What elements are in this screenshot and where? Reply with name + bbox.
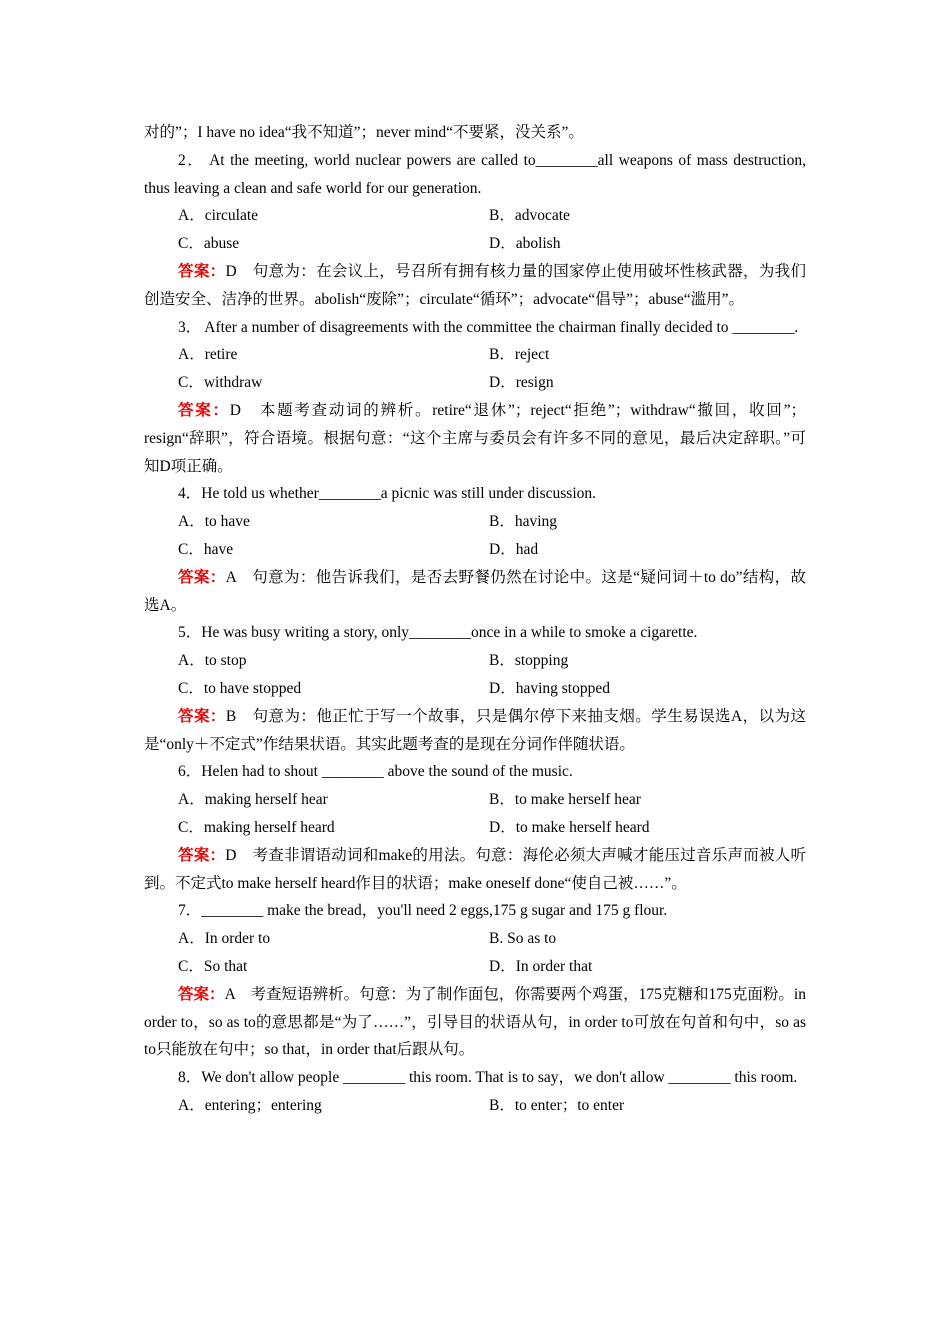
question-stem: 7．________ make the bread，you'll need 2 eggs,175 g sugar and 175 g flour.	[178, 902, 668, 920]
answer-explanation	[144, 842, 806, 898]
option-a: A．circulate	[178, 207, 259, 225]
question-block	[144, 619, 806, 758]
option-d: D．abolish	[489, 235, 561, 253]
option-row	[144, 675, 806, 703]
option-d: D．to make herself heard	[489, 818, 650, 836]
question-block	[144, 314, 806, 481]
option-d: D．In order that	[489, 957, 593, 975]
option-b: B．reject	[489, 346, 550, 364]
option-c: C．So that	[178, 957, 248, 975]
option-row	[144, 647, 806, 675]
question-stem: 4．He told us whether________a picnic was still under discussion.	[178, 485, 597, 503]
option-a: A．to stop	[178, 652, 247, 670]
answer-label: 答案：	[178, 707, 226, 725]
option-c: C．making herself heard	[178, 818, 335, 836]
option-a: A．entering；entering	[178, 1096, 322, 1114]
question-stem: 5．He was busy writing a story, only________once in a while to smoke a cigarette.	[178, 624, 698, 642]
option-d: D．resign	[489, 374, 554, 392]
answer-explanation	[144, 258, 806, 314]
answer-text: A 考查短语辨析。句意：为了制作面包，你需要两个鸡蛋，175克糖和175克面粉。in order to，so as to的意思都是“为了……”，引导目的状语从句，in order to可放在句首和句中，so as to只能放在句中；so that，in order that后跟从句。	[144, 985, 806, 1059]
option-row	[144, 369, 806, 397]
answer-label: 答案：	[178, 262, 226, 280]
question-block	[144, 147, 806, 314]
option-row	[144, 814, 806, 842]
option-a: A．retire	[178, 346, 238, 364]
option-b: B．stopping	[489, 652, 569, 670]
question-block	[144, 1064, 806, 1120]
option-a: A．making herself hear	[178, 791, 328, 809]
intro-line: 对的”；I have no idea“我不知道”；never mind“不要紧，没关系”。	[144, 124, 584, 141]
option-row	[144, 230, 806, 258]
option-b: B．having	[489, 513, 558, 531]
option-c: C．abuse	[178, 235, 240, 253]
option-row	[144, 925, 806, 953]
answer-explanation	[144, 397, 806, 480]
answer-explanation	[144, 703, 806, 759]
answer-text: B 句意为：他正忙于写一个故事，只是偶尔停下来抽支烟。学生易误选A，以为这是“only＋不定式”作结果状语。其实此题考查的是现在分词作伴随状语。	[144, 707, 806, 753]
answer-text: D 本题考查动词的辨析。retire“退休”；reject“拒绝”；withdraw“撤回，收回”；resign“辞职”，符合语境。根据句意：“这个主席与委员会有许多不同的意见，最后决定辞职。”可知D项正确。	[144, 401, 806, 475]
option-b: B．advocate	[489, 207, 570, 225]
answer-explanation	[144, 981, 806, 1064]
option-d: D．having stopped	[489, 679, 610, 697]
option-row	[144, 536, 806, 564]
answer-label: 答案：	[178, 846, 226, 864]
option-row	[144, 341, 806, 369]
option-row	[144, 202, 806, 230]
question-list	[144, 147, 806, 1120]
answer-label: 答案：	[178, 401, 230, 419]
answer-label: 答案：	[178, 985, 225, 1003]
option-c: C．to have stopped	[178, 679, 302, 697]
answer-explanation	[144, 564, 806, 620]
question-stem: 2． At the meeting, world nuclear powers are called to________all weapons of mass destruction, thus leaving a clean and safe world for our generation.	[144, 151, 806, 197]
answer-text: D 考查非谓语动词和make的用法。句意：海伦必须大声喊才能压过音乐声而被人听到。不定式to make herself heard作目的状语；make oneself done“使自己被……”。	[144, 846, 806, 892]
question-block	[144, 758, 806, 897]
question-stem: 8．We don't allow people ________ this room. That is to say，we don't allow ________ this room.	[178, 1069, 798, 1087]
option-c: C．have	[178, 540, 234, 558]
option-b: B. So as to	[489, 930, 557, 948]
option-c: C．withdraw	[178, 374, 263, 392]
option-row	[144, 786, 806, 814]
question-block	[144, 480, 806, 619]
option-b: B．to make herself hear	[489, 791, 641, 809]
question-stem: 6．Helen had to shout ________ above the sound of the music.	[178, 763, 573, 781]
option-b: B．to enter；to enter	[489, 1096, 625, 1114]
option-row	[144, 508, 806, 536]
document-page	[144, 119, 806, 1120]
option-a: A．In order to	[178, 930, 271, 948]
option-row	[144, 1092, 806, 1120]
question-stem: 3． After a number of disagreements with the committee the chairman finally decided to ________.	[178, 318, 799, 336]
answer-label: 答案：	[178, 568, 226, 586]
option-a: A．to have	[178, 513, 250, 531]
answer-text: A 句意为：他告诉我们，是否去野餐仍然在讨论中。这是“疑问词＋to do”结构，故选A。	[144, 568, 806, 614]
option-d: D．had	[489, 540, 539, 558]
option-row	[144, 953, 806, 981]
answer-text: D 句意为：在会议上，号召所有拥有核力量的国家停止使用破坏性核武器，为我们创造安全、洁净的世界。abolish“废除”；circulate“循环”；advocate“倡导”；abuse“滥用”。	[144, 262, 806, 308]
question-block	[144, 897, 806, 1064]
